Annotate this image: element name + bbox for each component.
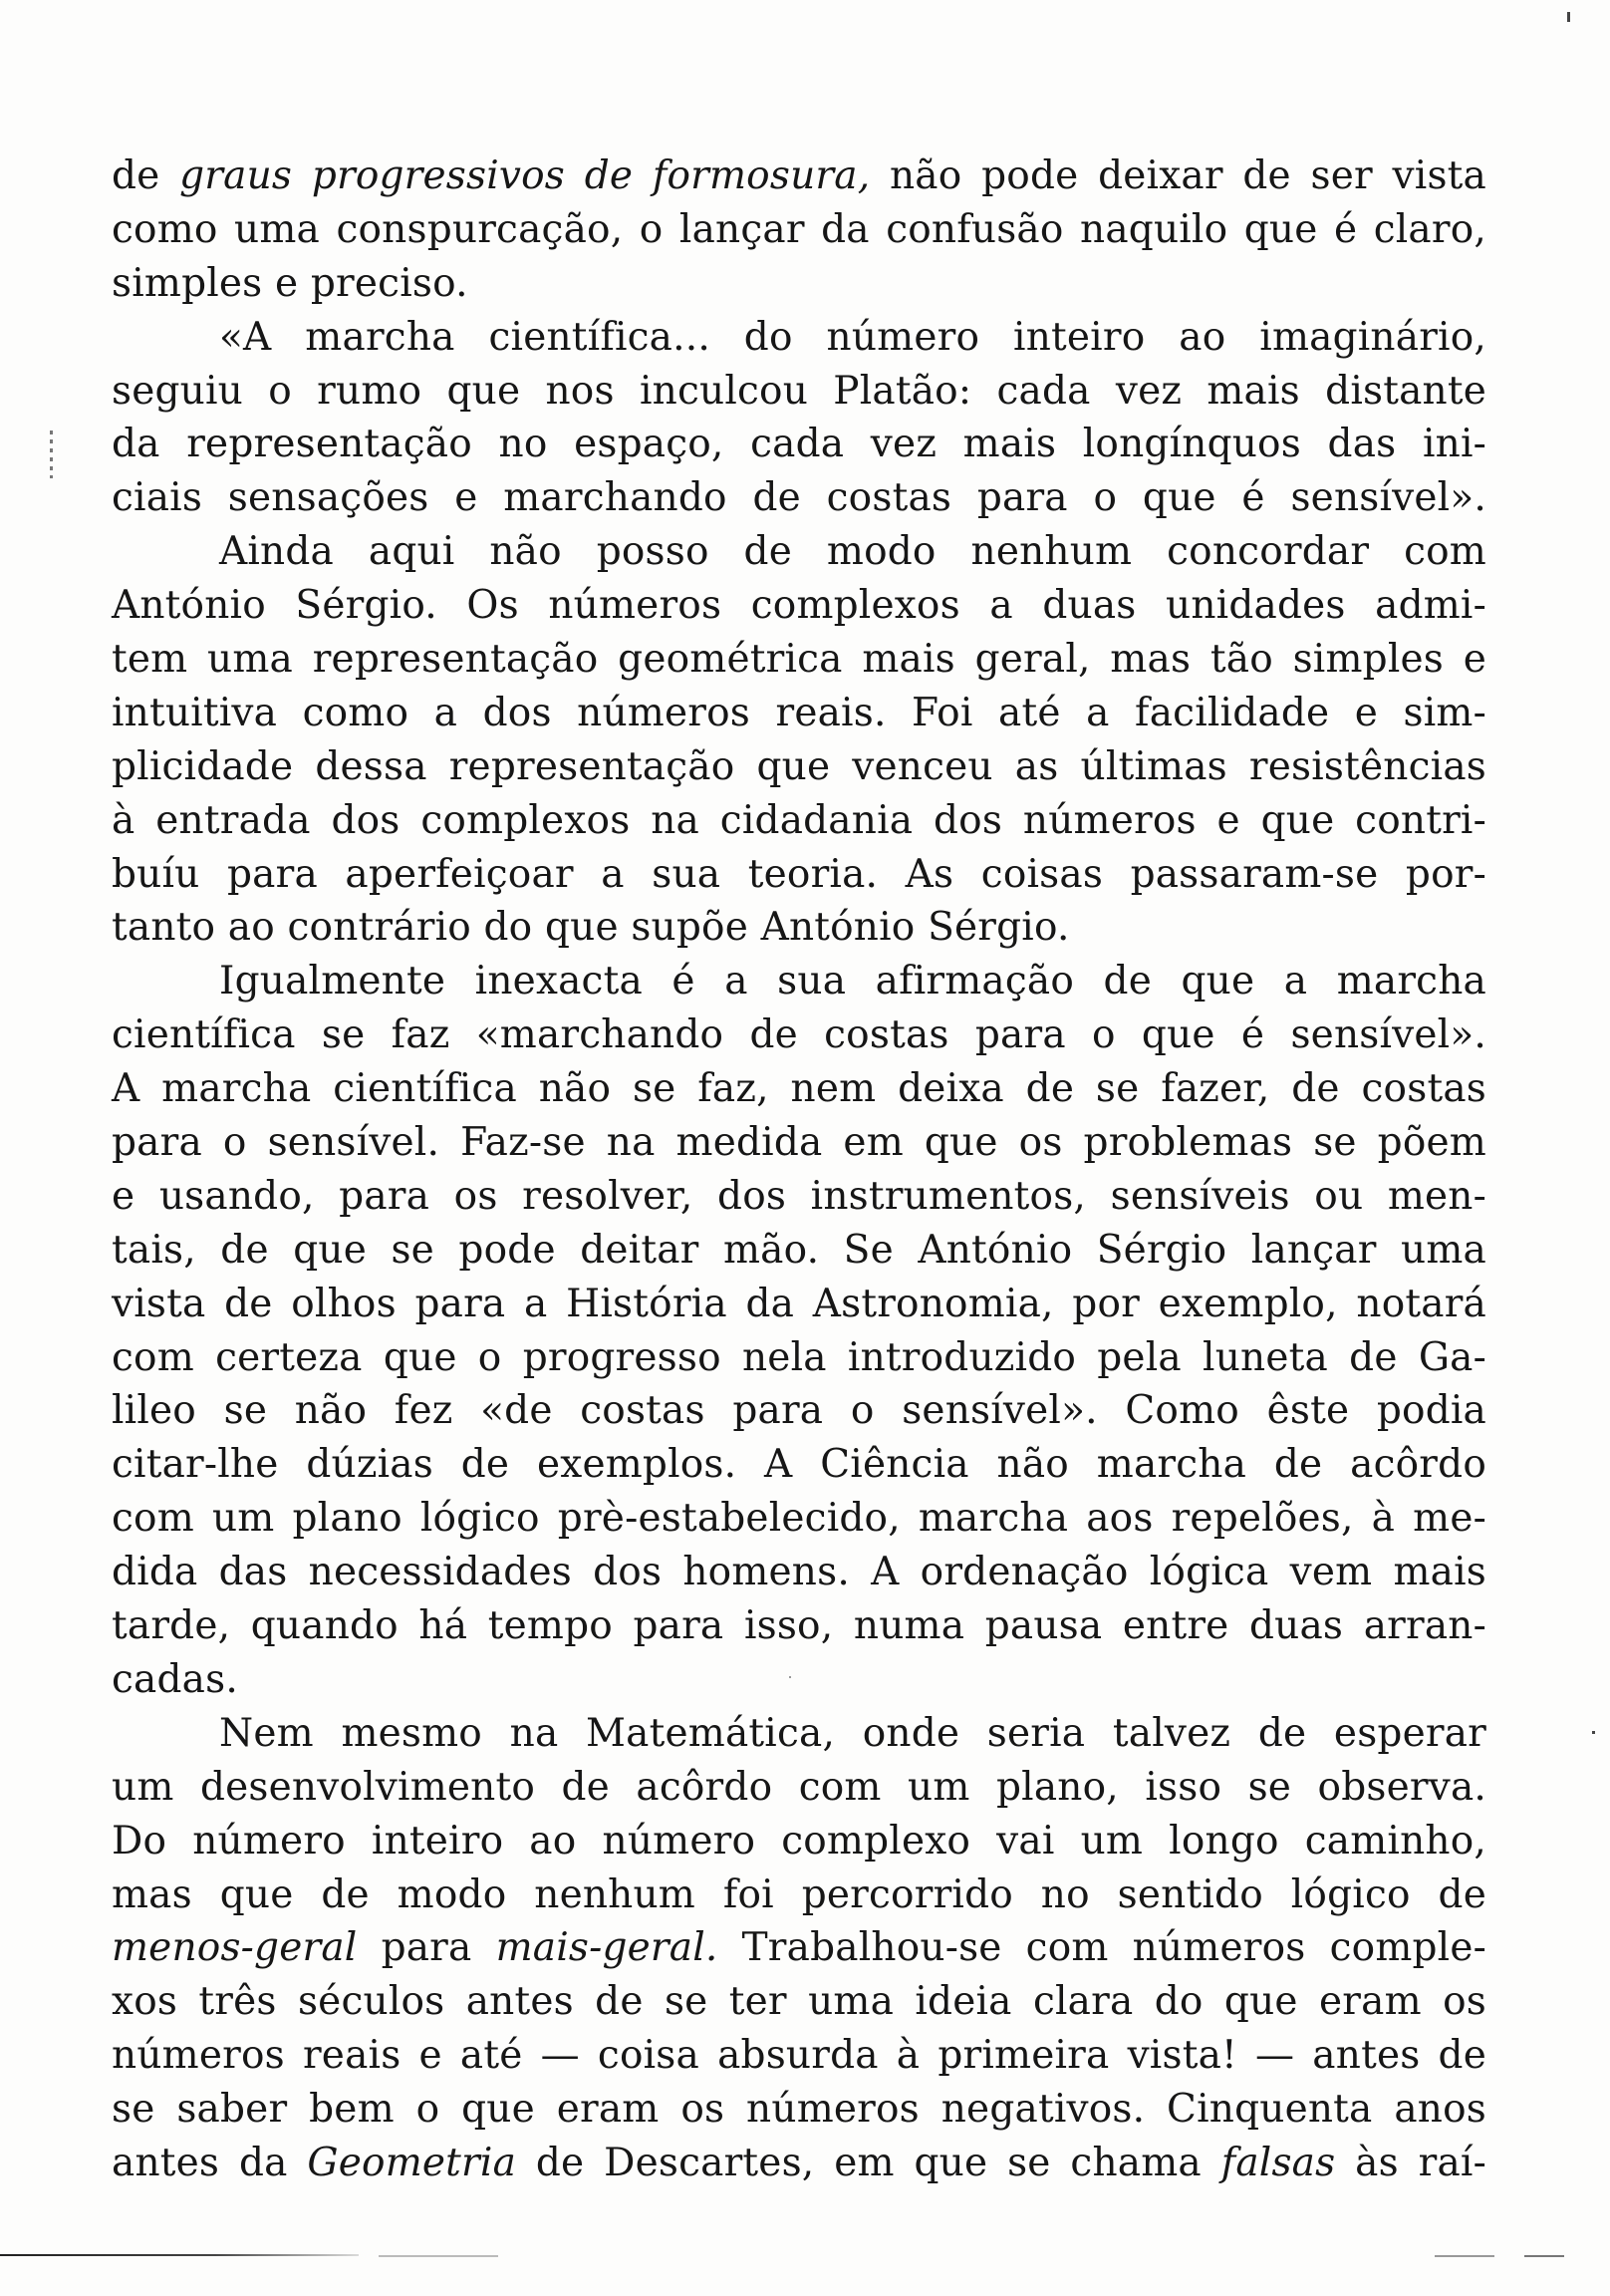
page-edge-rule xyxy=(1435,2255,1494,2257)
text-line: se saber bem o que eram os números negativos. Cinquenta anos xyxy=(112,2087,1486,2133)
text-line: para o sensível. Faz-se na medida em que os problemas se põem xyxy=(112,1120,1486,1166)
text-line: antes da Geometria de Descartes, em que se chama falsas às raí- xyxy=(112,2140,1486,2185)
body-text xyxy=(112,149,1486,2190)
text-line: um desenvolvimento de acôrdo com um plano, isso se observa. xyxy=(112,1764,1486,1810)
text-line: vista de olhos para a História da Astronomia, por exemplo, notará xyxy=(112,1281,1486,1326)
text-line: António Sérgio. Os números complexos a duas unidades admi- xyxy=(112,583,1486,629)
text-line: citar-lhe dúzias de exemplos. A Ciência não marcha de acôrdo xyxy=(112,1442,1486,1488)
margin-mark xyxy=(50,430,53,478)
print-speck xyxy=(1592,1731,1595,1734)
print-speck xyxy=(1567,12,1570,22)
text-line: à entrada dos complexos na cidadania dos números e que contri- xyxy=(112,797,1486,843)
text-line: xos três séculos antes de se ter uma ideia clara do que eram os xyxy=(112,1979,1486,2025)
page-edge-rule xyxy=(0,2254,359,2256)
text-line: «A marcha científica... do número inteiro ao imaginário, xyxy=(219,314,1486,360)
text-line: da representação no espaço, cada vez mais longínquos das ini- xyxy=(112,422,1486,467)
text-line: mas que de modo nenhum foi percorrido no sentido lógico de xyxy=(112,1871,1486,1917)
text-line: lileo se não fez «de costas para o sensível». Como êste podia xyxy=(112,1388,1486,1434)
text-line: ciais sensações e marchando de costas para o que é sensível». xyxy=(112,475,1486,521)
text-line: tanto ao contrário do que supõe António Sérgio. xyxy=(112,905,1070,951)
text-line: simples e preciso. xyxy=(112,260,468,306)
text-line: dida das necessidades dos homens. A ordenação lógica vem mais xyxy=(112,1550,1486,1595)
text-line: de graus progressivos de formosura, não pode deixar de ser vista xyxy=(112,153,1486,198)
text-line: menos-geral para mais-geral. Trabalhou-se com números comple- xyxy=(112,1925,1486,1971)
text-line: números reais e até — coisa absurda à primeira vista! — antes de xyxy=(112,2033,1486,2079)
text-line: buíu para aperfeiçoar a sua teoria. As coisas passaram-se por- xyxy=(112,851,1486,897)
text-line: intuitiva como a dos números reais. Foi até a facilidade e sim- xyxy=(112,690,1486,735)
text-line: como uma conspurcação, o lançar da confusão naquilo que é claro, xyxy=(112,206,1486,252)
text-line: Do número inteiro ao número complexo vai um longo caminho, xyxy=(112,1818,1486,1864)
text-line: científica se faz «marchando de costas para o que é sensível». xyxy=(112,1012,1486,1058)
text-line: tem uma representação geométrica mais geral, mas tão simples e xyxy=(112,637,1486,683)
page-edge-rule xyxy=(379,2255,498,2257)
text-line: cadas. xyxy=(112,1656,238,1702)
text-line: Ainda aqui não posso de modo nenhum concordar com xyxy=(219,529,1486,575)
text-line: com certeza que o progresso nela introduzido pela luneta de Ga- xyxy=(112,1334,1486,1380)
text-line: com um plano lógico prè-estabelecido, marcha aos repelões, à me- xyxy=(112,1496,1486,1542)
text-line: tais, de que se pode deitar mão. Se António Sérgio lançar uma xyxy=(112,1227,1486,1273)
text-line: A marcha científica não se faz, nem deixa de se fazer, de costas xyxy=(112,1066,1486,1112)
text-line: seguiu o rumo que nos inculcou Platão: cada vez mais distante xyxy=(112,368,1486,414)
text-line: e usando, para os resolver, dos instrumentos, sensíveis ou men- xyxy=(112,1173,1486,1219)
text-line: tarde, quando há tempo para isso, numa pausa entre duas arran- xyxy=(112,1603,1486,1649)
text-line: Nem mesmo na Matemática, onde seria talvez de esperar xyxy=(219,1710,1486,1756)
print-speck xyxy=(789,1676,791,1678)
text-line: Igualmente inexacta é a sua afirmação de que a marcha xyxy=(219,959,1486,1004)
text-line: plicidade dessa representação que venceu as últimas resistências xyxy=(112,743,1486,789)
page-edge-rule xyxy=(1524,2255,1564,2257)
